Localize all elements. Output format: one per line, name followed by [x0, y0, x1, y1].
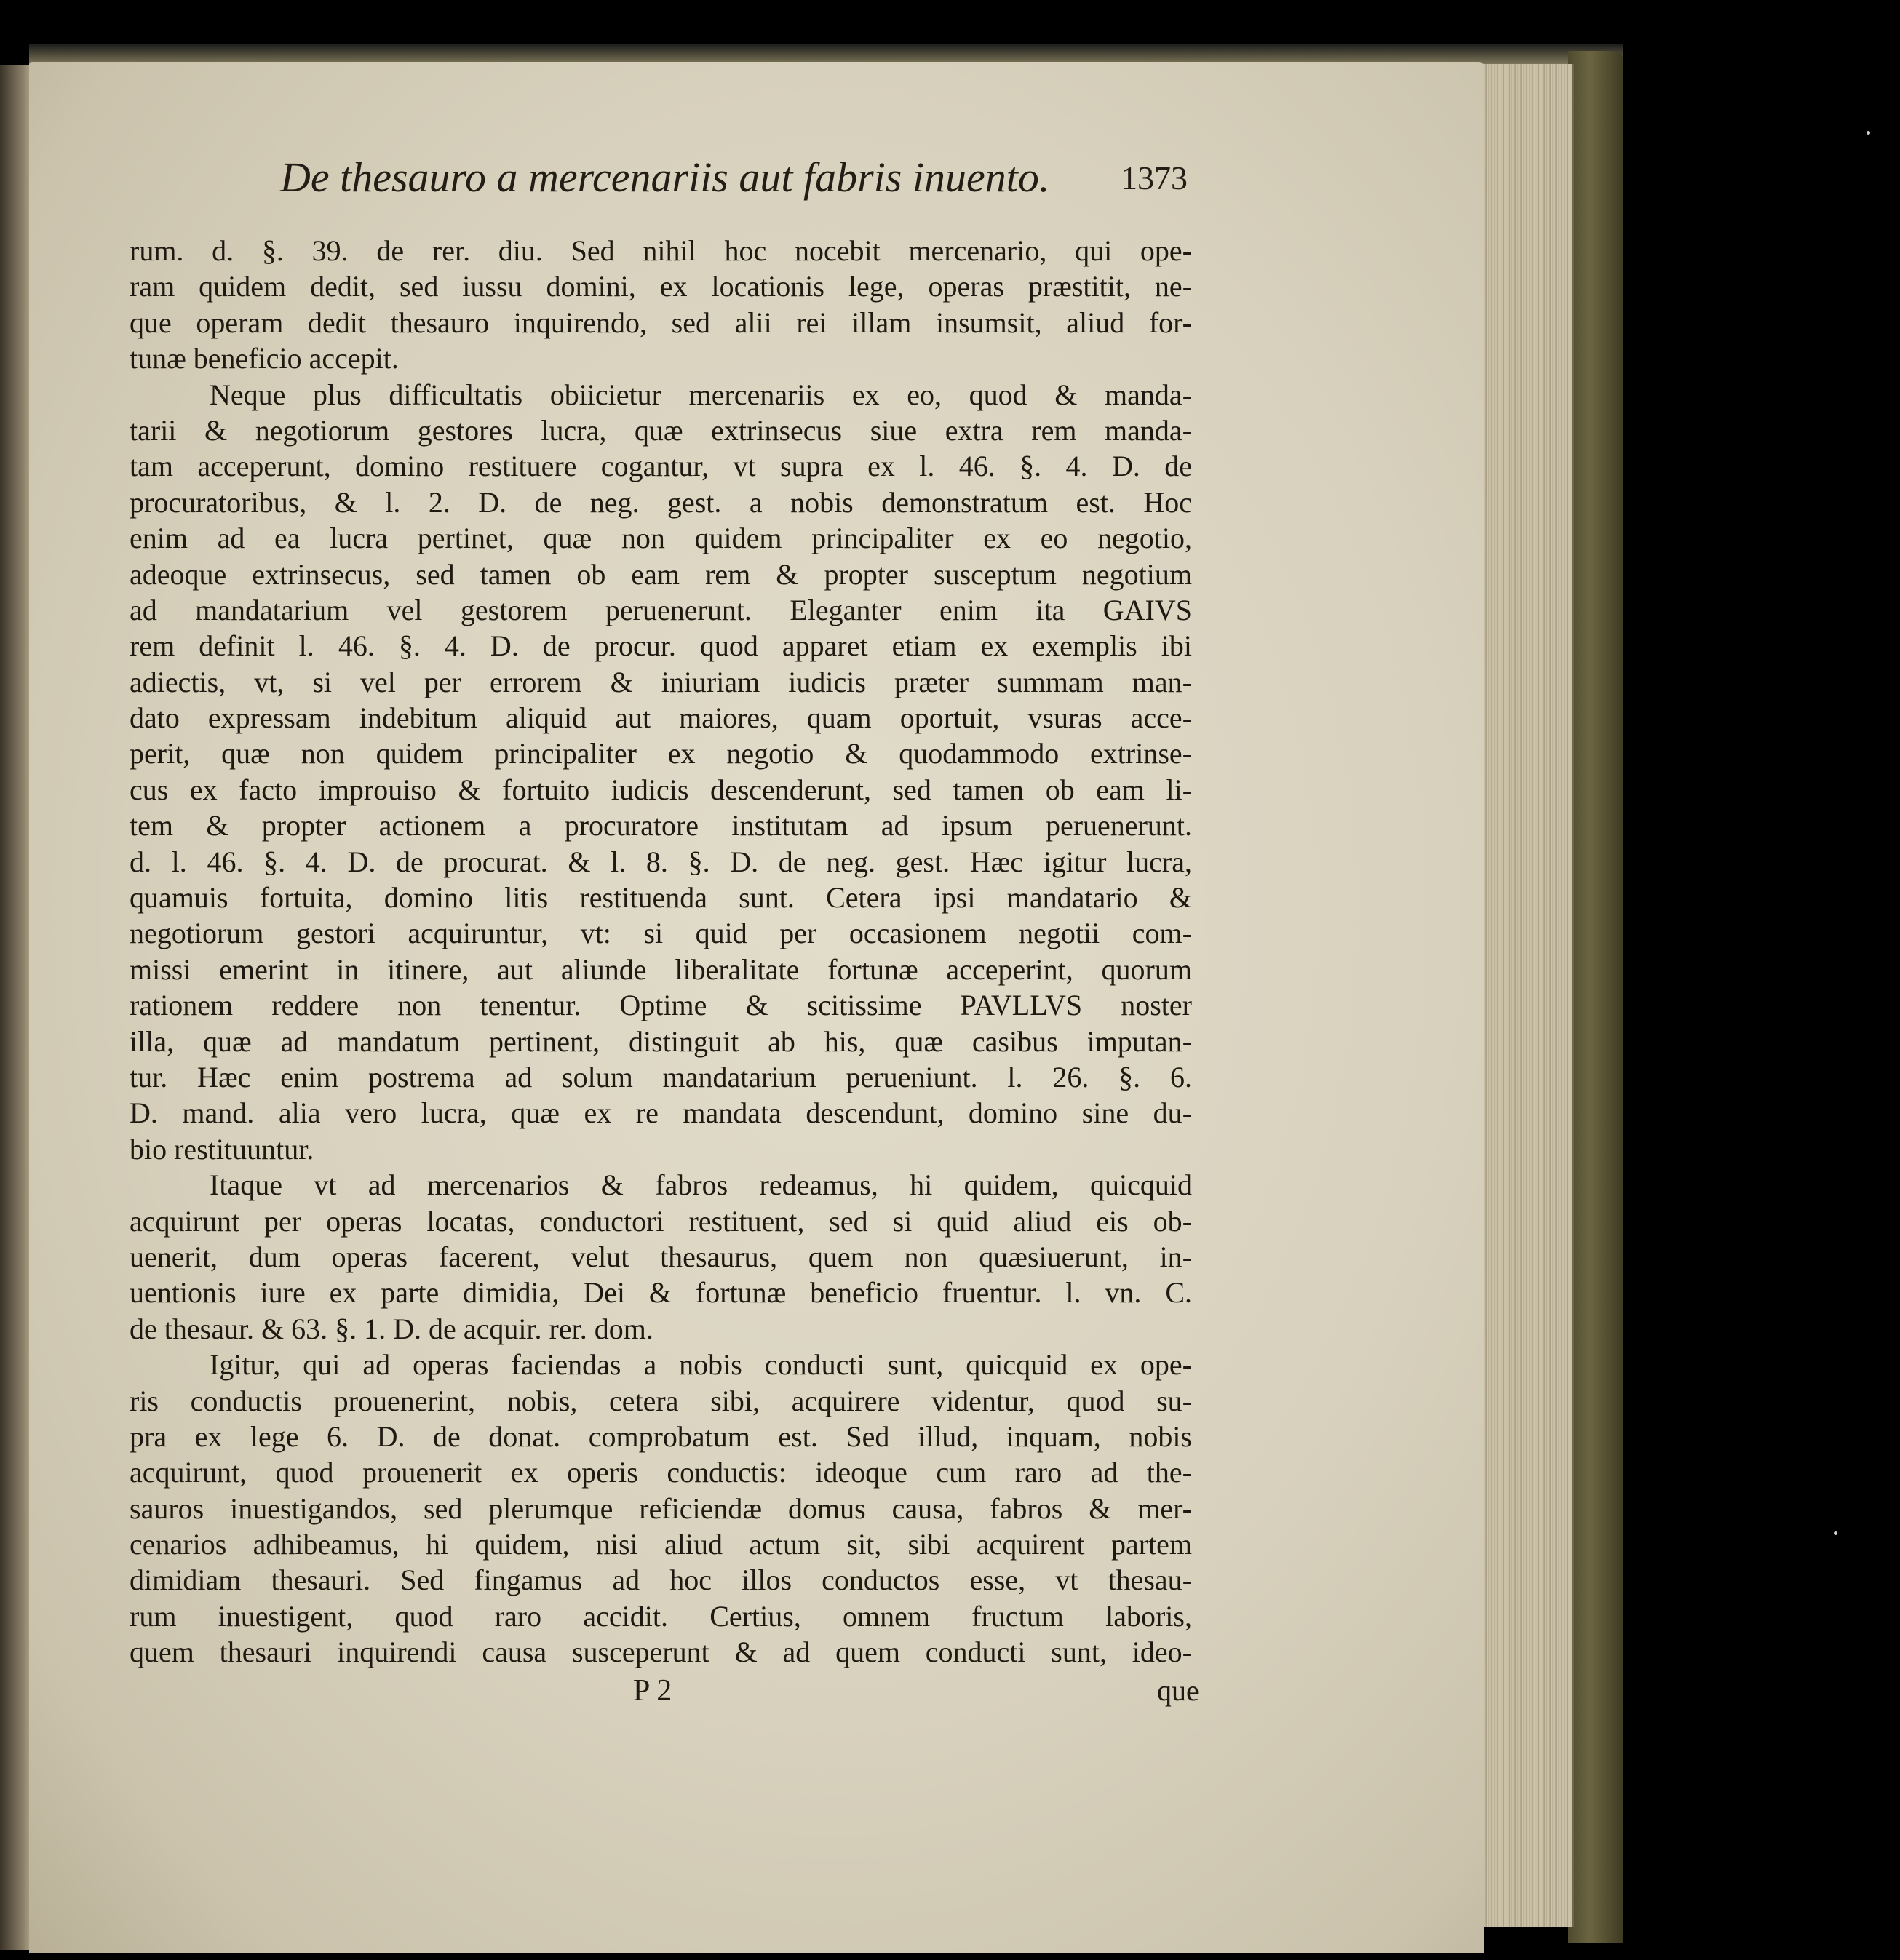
text-line: acquirunt, quod prouenerit ex operis conductis: ideoque cum raro ad the-	[130, 1456, 1192, 1489]
facing-page-edge	[0, 65, 33, 1950]
text-line: d. l. 46. §. 4. D. de procurat. & l. 8. §. D. de neg. gest. Hæc igitur lucra,	[130, 845, 1192, 878]
text-line: enim ad ea lucra pertinet, quæ non quidem principaliter ex eo negotio,	[130, 522, 1192, 555]
text-line: uenerit, dum operas facerent, velut thesaurus, quem non quæsiuerunt, in-	[130, 1240, 1192, 1273]
text-line: uentionis iure ex parte dimidia, Dei & fortunæ beneficio fruentur. l. vn. C.	[130, 1276, 1192, 1310]
scan-dust-mark	[1834, 1531, 1837, 1535]
text-line: rem definit l. 46. §. 4. D. de procur. quod apparet etiam ex exemplis ibi	[130, 629, 1192, 663]
text-line: dato expressam indebitum aliquid aut maiores, quam oportuit, vsuras acce-	[130, 701, 1192, 735]
text-line: ris conductis prouenerint, nobis, cetera sibi, acquirere videntur, quod su-	[130, 1384, 1192, 1417]
text-line: Igitur, qui ad operas faciendas a nobis conducti sunt, quicquid ex ope-	[210, 1348, 1192, 1382]
text-line: illa, quæ ad mandatum pertinent, distinguit ab his, quæ casibus imputan-	[130, 1024, 1192, 1058]
text-line: adiectis, vt, si vel per errorem & iniuriam iudicis præter summam man-	[130, 665, 1192, 698]
page-number: 1373	[1121, 159, 1188, 196]
text-line: rationem reddere non tenentur. Optime & scitissime PAVLLVS noster	[130, 989, 1192, 1022]
text-line: quamuis fortuita, domino litis restituenda sunt. Cetera ipsi mandatario &	[130, 881, 1192, 915]
signature-mark: P 2	[633, 1674, 672, 1708]
text-line: de thesaur. & 63. §. 1. D. de acquir. rer. dom.	[130, 1312, 653, 1345]
text-line: tur. Hæc enim postrema ad solum mandatarium perueniunt. l. 26. §. 6.	[130, 1060, 1192, 1093]
text-line: tem & propter actionem a procuratore institutam ad ipsum peruenerunt.	[130, 809, 1192, 842]
text-line: pra ex lege 6. D. de donat. comprobatum est. Sed illud, inquam, nobis	[130, 1419, 1192, 1453]
text-line: tunæ beneficio accepit.	[130, 342, 399, 375]
text-line: missi emerint in itinere, aut aliunde liberalitate fortunæ acceperint, quorum	[130, 952, 1192, 986]
page-fore-edge	[1477, 64, 1574, 1927]
text-line: perit, quæ non quidem principaliter ex negotio & quodammodo extrinse-	[130, 737, 1192, 770]
text-line: ad mandatarium vel gestorem peruenerunt. Eleganter enim ita GAIVS	[130, 593, 1192, 626]
text-line: cus ex facto improuiso & fortuito iudicis descenderunt, sed tamen ob eam li-	[130, 773, 1192, 806]
text-line: rum. d. §. 39. de rer. diu. Sed nihil hoc nocebit mercenario, qui ope-	[130, 234, 1192, 267]
text-line: acquirunt per operas locatas, conductori restituent, sed si quid aliud eis ob-	[130, 1204, 1192, 1238]
text-line: Neque plus difficultatis obiicietur mercenariis ex eo, quod & manda-	[210, 378, 1192, 411]
text-line: sauros inuestigandos, sed plerumque reficiendæ domus causa, fabros & mer-	[130, 1491, 1192, 1525]
text-line: adeoque extrinsecus, sed tamen ob eam rem & propter susceptum negotium	[130, 557, 1192, 591]
text-line: Itaque vt ad mercenarios & fabros redeamus, hi quidem, quicquid	[210, 1168, 1192, 1202]
text-line: procuratoribus, & l. 2. D. de neg. gest. a nobis demonstratum est. Hoc	[130, 485, 1192, 519]
running-head: De thesauro a mercenariis aut fabris inuento.	[280, 154, 1050, 201]
text-line: D. mand. alia vero lucra, quæ ex re mandata descendunt, domino sine du-	[130, 1096, 1192, 1130]
scan-dust-mark	[1867, 131, 1870, 135]
text-line: tam acceperunt, domino restituere cogantur, vt supra ex l. 46. §. 4. D. de	[130, 450, 1192, 483]
text-line: cenarios adhibeamus, hi quidem, nisi aliud actum sit, sibi acquirent partem	[130, 1528, 1192, 1561]
text-line: tarii & negotiorum gestores lucra, quæ extrinsecus siue extra rem manda-	[130, 413, 1192, 447]
text-line: que operam dedit thesauro inquirendo, sed alii rei illam insumsit, aliud for-	[130, 306, 1192, 339]
text-line: rum inuestigent, quod raro accidit. Certius, omnem fructum laboris,	[130, 1599, 1192, 1633]
text-line: quem thesauri inquirendi causa susceperunt & ad quem conducti sunt, ideo-	[130, 1636, 1192, 1669]
body-text	[130, 233, 1192, 1670]
text-line: negotiorum gestori acquiruntur, vt: si quid per occasionem negotii com-	[130, 917, 1192, 950]
book-cover-edge	[1568, 51, 1623, 1943]
text-line: ram quidem dedit, sed iussu domini, ex locationis lege, operas præstitit, ne-	[130, 270, 1192, 303]
catchword: que	[1157, 1674, 1199, 1707]
text-line: dimidiam thesauri. Sed fingamus ad hoc illos conductos esse, vt thesau-	[130, 1563, 1192, 1597]
text-line: bio restituuntur.	[130, 1132, 314, 1166]
